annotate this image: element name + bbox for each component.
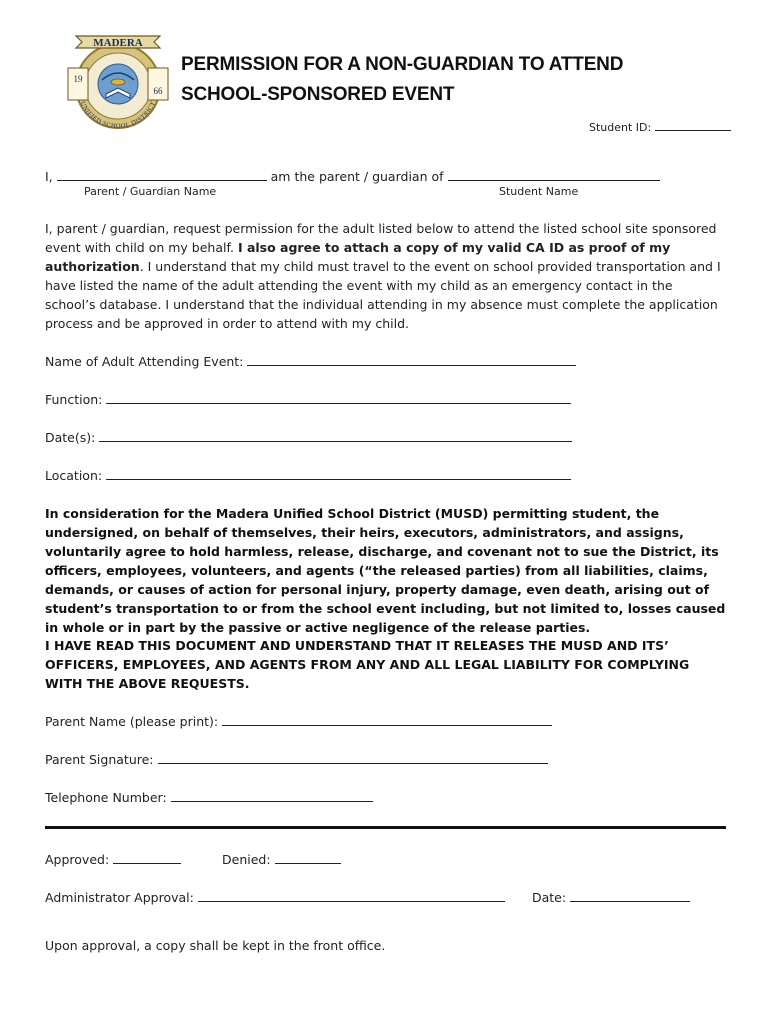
approved-label: Approved: (45, 852, 110, 867)
parent-name-label: Parent Name (please print): (45, 714, 219, 729)
approved-row (45, 850, 181, 867)
date-field[interactable] (570, 888, 690, 902)
dates-field[interactable] (99, 428, 572, 442)
caption-parent-guardian: Parent / Guardian Name (84, 185, 217, 198)
denied-field[interactable] (275, 850, 341, 864)
admin-approval-label: Administrator Approval: (45, 890, 194, 905)
student-id-field[interactable] (655, 120, 731, 131)
parent-signature-row (45, 750, 548, 767)
footer-note: Upon approval, a copy shall be kept in the front office. (45, 938, 386, 953)
dates-label: Date(s): (45, 430, 96, 445)
telephone-row (45, 788, 373, 805)
intro-prefix: I, (45, 169, 53, 184)
acknowledgement-paragraph: I HAVE READ THIS DOCUMENT AND UNDERSTAND THAT IT RELEASES THE MUSD AND ITS’ OFFICERS, EMPLOYEES, AND AGENTS FROM ANY AND ALL LEGAL LIABILITY FOR COMPLYING WITH THE ABOVE REQUESTS. (45, 638, 690, 691)
parent-signature-label: Parent Signature: (45, 752, 154, 767)
parent-name-row (45, 712, 552, 729)
student-id-row (589, 120, 731, 134)
date-label: Date: (532, 890, 567, 905)
student-name-field[interactable] (448, 167, 660, 181)
request-text-bold: I also agree to attach a copy of my valid CA ID as proof of my authorization (45, 240, 671, 274)
telephone-field[interactable] (171, 788, 373, 802)
admin-approval-row (45, 888, 505, 905)
logo-year-left: 19 (73, 74, 83, 84)
adult-name-row (45, 352, 576, 369)
title-line-2: SCHOOL-SPONSORED EVENT (181, 84, 455, 105)
function-row (45, 390, 571, 407)
caption-student-name: Student Name (499, 185, 579, 198)
request-text-2: . I understand that my child must travel to the event on school provided transportation and I have listed the name of the adult attending the event with my child as an emergency contact in the school’s database. I understand that the individual attending in my absence must complete the application process and be approved in order to attend with my child. (45, 259, 721, 331)
parent-signature-field[interactable] (158, 750, 548, 764)
denied-label: Denied: (222, 852, 271, 867)
title-line-1: PERMISSION FOR A NON-GUARDIAN TO ATTEND (181, 54, 624, 75)
student-id-label: Student ID: (589, 121, 652, 134)
adult-name-label: Name of Adult Attending Event: (45, 354, 244, 369)
logo-year-right: 66 (153, 86, 163, 96)
page-title (181, 50, 701, 110)
denied-row (222, 850, 341, 867)
request-text-1: I, parent / guardian, request permission for the adult listed below to attend the listed school site sponsored event with child on my behalf. (45, 221, 717, 255)
logo-bottom-text: UNIFIED SCHOOL DISTRICT (78, 100, 158, 131)
adult-name-field[interactable] (247, 352, 576, 366)
intro-line (45, 167, 660, 184)
function-field[interactable] (106, 390, 571, 404)
dates-row (45, 428, 572, 445)
request-paragraph (45, 219, 725, 333)
location-row (45, 466, 571, 483)
intro-middle: am the parent / guardian of (270, 169, 444, 184)
telephone-label: Telephone Number: (45, 790, 167, 805)
district-logo (62, 28, 174, 132)
location-field[interactable] (106, 466, 571, 480)
logo-top-text: MADERA (93, 37, 143, 49)
parent-name-field[interactable] (222, 712, 552, 726)
section-divider (45, 826, 726, 829)
admin-approval-field[interactable] (198, 888, 505, 902)
parent-guardian-name-field[interactable] (57, 167, 267, 181)
release-paragraph: In consideration for the Madera Unified School District (MUSD) permitting student, the undersigned, on behalf of themselves, their heirs, executors, administrators, and assigns, voluntarily agree to hold harmless, release, discharge, and covenant not to sue the District, its officers, employees, volunteers, and agents (“the released parties) from all liabilities, claims, demands, or causes of action for personal injury, property damage, even death, arising out of student’s transportation to or from the school event including, but not limited to, losses caused in whole or in part by the passive or active negligence of the release parties. (45, 506, 726, 635)
location-label: Location: (45, 468, 103, 483)
approved-field[interactable] (113, 850, 181, 864)
function-label: Function: (45, 392, 103, 407)
date-row (532, 888, 690, 905)
